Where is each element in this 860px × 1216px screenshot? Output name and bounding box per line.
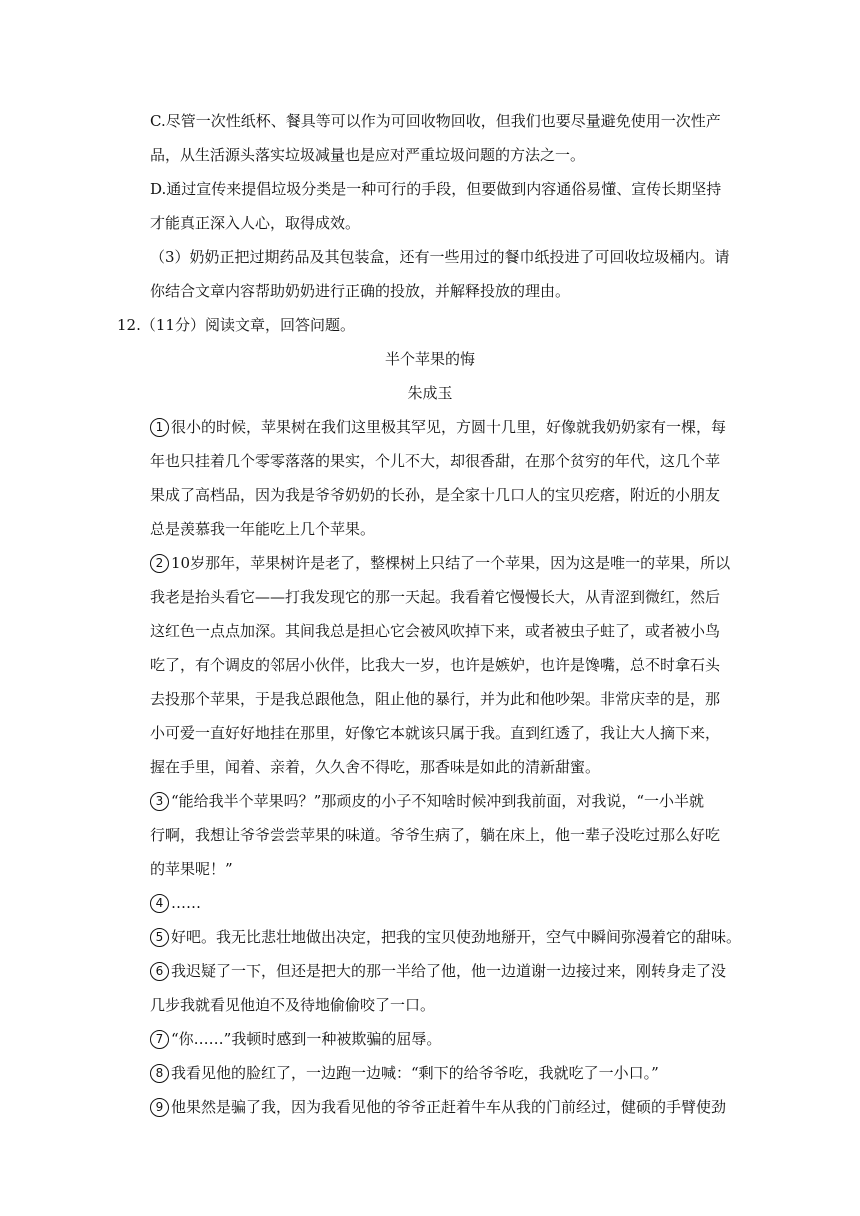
question-3-line-1: （3）奶奶正把过期药品及其包装盒，还有一些用过的餐巾纸投进了可回收垃圾桶内。请 [150, 248, 730, 266]
paragraph-1-line-3: 果成了高档品，因为我是爷爷奶奶的长孙，是全家十几口人的宝贝疙瘩，附近的小朋友 [150, 486, 721, 504]
paragraph-3-line-3: 的苹果呢！” [150, 860, 233, 878]
paragraph-2-line-5: 去投那个苹果，于是我总跟他急，阻止他的暴行，并为此和他吵架。非常庆幸的是，那 [150, 690, 721, 708]
paragraph-number: 4 [150, 894, 169, 913]
paragraph-number: 6 [150, 962, 169, 981]
option-d-line-1: D.通过宣传来提倡垃圾分类是一种可行的手段，但要做到内容通俗易懂、宣传长期坚持 [150, 180, 722, 198]
paragraph-2-line-6: 小可爱一直好好地挂在那里，好像它本就该只属于我。直到红透了，我让大人摘下来， [150, 724, 721, 742]
paragraph-1-line-1: 1 很小的时候，苹果树在我们这里极其罕见，方圆十几里，好像就我奶奶家有一棵，每 [150, 417, 726, 437]
paragraph-4-line-1: 4 …… [150, 893, 201, 913]
paragraph-7-line-1: 7 “你……”我顿时感到一种被欺骗的屈辱。 [150, 1029, 441, 1049]
paragraph-9-line-1: 9 他果然是骗了我，因为我看见他的爷爷正赶着牛车从我的门前经过，健硕的手臂使劲 [150, 1097, 726, 1117]
paragraph-6-line-1: 6 我迟疑了一下，但还是把大的那一半给了他，他一边道谢一边接过来，刚转身走了没 [150, 961, 726, 981]
question-12-heading: 12.（11分）阅读文章，回答问题。 [117, 316, 355, 334]
paragraph-5-line-1: 5 好吧。我无比悲壮地做出决定，把我的宝贝使劲地掰开，空气中瞬间弥漫着它的甜味。 [150, 927, 741, 947]
option-c-line-1: C.尽管一次性纸杯、餐具等可以作为可回收物回收，但我们也要尽量避免使用一次性产 [150, 112, 721, 130]
article-author: 朱成玉 [407, 384, 453, 402]
paragraph-2-line-1: 2 10岁那年，苹果树许是老了，整棵树上只结了一个苹果，因为这是唯一的苹果，所以 [150, 553, 730, 573]
paragraph-8-line-1: 8 我看见他的脸红了，一边跑一边喊：“剩下的给爷爷吃，我就吃了一小口。” [150, 1063, 659, 1083]
option-c-line-2: 品，从生活源头落实垃圾减量也是应对严重垃圾问题的方法之一。 [150, 146, 586, 164]
paragraph-number: 3 [150, 792, 169, 811]
paragraph-6-line-2: 几步我就看见他迫不及待地偷偷咬了一口。 [150, 996, 436, 1014]
paragraph-number: 5 [150, 928, 169, 947]
paragraph-number: 7 [150, 1030, 169, 1049]
question-3-line-2: 你结合文章内容帮助奶奶进行正确的投放，并解释投放的理由。 [150, 282, 571, 300]
paragraph-number: 2 [150, 554, 169, 573]
paragraph-number: 9 [150, 1098, 169, 1117]
paragraph-2-line-4: 吃了，有个调皮的邻居小伙伴，比我大一岁，也许是嫉妒，也许是馋嘴，总不时拿石头 [150, 656, 721, 674]
paragraph-2-line-3: 这红色一点点加深。其间我总是担心它会被风吹掉下来，或者被虫子蛀了，或者被小鸟 [150, 622, 721, 640]
option-d-line-2: 才能真正深入人心，取得成效。 [150, 214, 361, 232]
paragraph-1-line-2: 年也只挂着几个零零落落的果实，个儿不大，却很香甜，在那个贫穷的年代，这几个苹 [150, 452, 721, 470]
paragraph-2-line-7: 握在手里，闻着、亲着，久久舍不得吃，那香味是如此的清新甜蜜。 [150, 758, 601, 776]
paragraph-3-line-2: 行啊，我想让爷爷尝尝苹果的味道。爷爷生病了，躺在床上，他一辈子没吃过那么好吃 [150, 826, 721, 844]
article-title: 半个苹果的悔 [384, 350, 475, 368]
paragraph-3-line-1: 3 “能给我半个苹果吗？”那顽皮的小子不知啥时候冲到我前面，对我说，“一小半就 [150, 791, 704, 811]
paragraph-1-line-4: 总是羡慕我一年能吃上几个苹果。 [150, 520, 376, 538]
paragraph-2-line-2: 我老是抬头看它——打我发现它的那一天起。我看着它慢慢长大，从青涩到微红，然后 [150, 588, 721, 606]
paragraph-number: 8 [150, 1064, 169, 1083]
paragraph-number: 1 [150, 418, 169, 437]
